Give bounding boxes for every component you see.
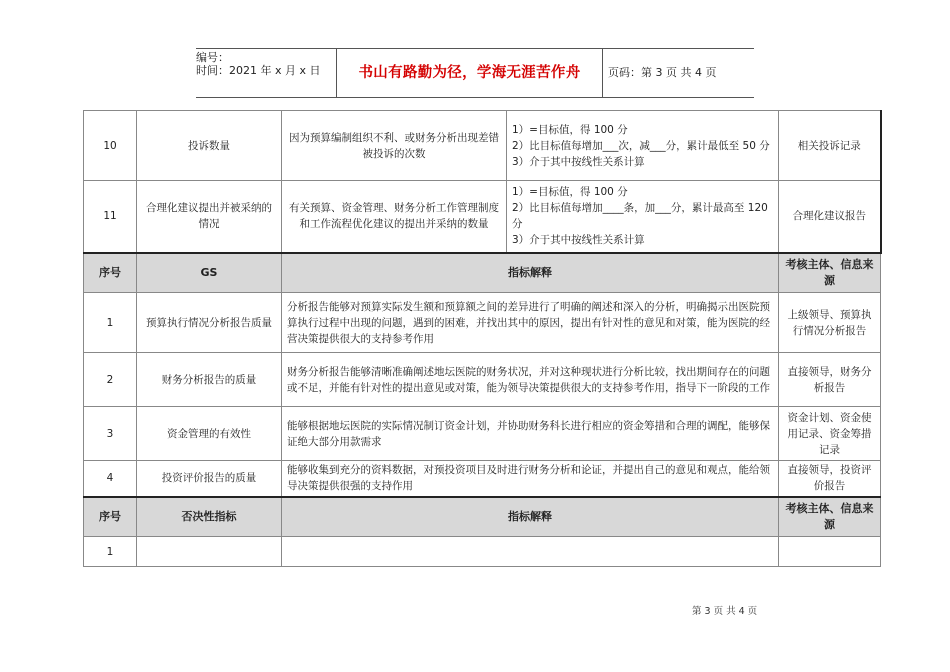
number-label: 编号： <box>196 51 229 64</box>
indicator-explanation: 分析报告能够对预算实际发生额和预算额之间的差异进行了明确的阐述和深入的分析，明确揭示出医院预算执行过程中出现的问题，遇到的困难，并找出其中的原因，提出有针对性的意见和对策，能为医院的经营决策提供很大的支持参考作用 <box>282 293 779 353</box>
table-row <box>84 407 881 461</box>
info-source: 相关投诉记录 <box>779 111 881 181</box>
indicator-explanation: 因为预算编制组织不利、或财务分析出现差错被投诉的次数 <box>282 111 507 181</box>
indicator-explanation: 财务分析报告能够清晰准确阐述地坛医院的财务状况，并对这种现状进行分析比较，找出期间存在的问题或不足，并能有针对性的提出意见或对策，能为领导决策提供很大的支持参考作用，指导下一阶段的工作 <box>282 353 779 407</box>
table-row <box>84 293 881 353</box>
row-number: 1 <box>84 293 137 353</box>
header-explanation: 指标解释 <box>282 497 779 537</box>
row-number: 1 <box>84 537 137 567</box>
indicator-name: 资金管理的有效性 <box>137 407 282 461</box>
row-number: 3 <box>84 407 137 461</box>
table-row <box>84 353 881 407</box>
indicator-name: 预算执行情况分析报告质量 <box>137 293 282 353</box>
indicator-name: 投诉数量 <box>137 111 282 181</box>
table-row <box>84 111 881 181</box>
indicator-name: 投资评价报告的质量 <box>137 461 282 497</box>
page-footer: 第 3 页 共 4 页 <box>692 606 758 617</box>
row-number: 4 <box>84 461 137 497</box>
page-label: 页码：第 3 页 共 4 页 <box>608 66 717 79</box>
header-no: 序号 <box>84 253 137 293</box>
scoring-line: 2）比目标值每增加____条，加___分，累计最高至 120 分 <box>512 202 768 231</box>
page-header <box>196 48 754 98</box>
table-row <box>84 461 881 497</box>
header-source: 考核主体、信息来源 <box>779 497 881 537</box>
info-source: 合理化建议报告 <box>779 181 881 253</box>
time-label: 时间：2021 年 x 月 x 日 <box>196 64 321 77</box>
scoring-line: 3）介于其中按线性关系计算 <box>512 155 645 168</box>
scoring-line: 1）=目标值，得 100 分 <box>512 123 628 136</box>
row-number: 10 <box>84 111 137 181</box>
header-explanation: 指标解释 <box>282 253 779 293</box>
indicator-table <box>83 110 882 567</box>
scoring-rule <box>507 181 779 253</box>
row-number: 2 <box>84 353 137 407</box>
scoring-rule <box>507 111 779 181</box>
header-no: 序号 <box>84 497 137 537</box>
table-row <box>84 537 881 567</box>
table-header-row <box>84 497 881 537</box>
indicator-name: 合理化建议提出并被采纳的情况 <box>137 181 282 253</box>
indicator-name: 财务分析报告的质量 <box>137 353 282 407</box>
header-meta <box>196 49 336 97</box>
indicator-explanation: 能够收集到充分的资料数据，对预投资项目及时进行财务分析和论证，并提出自己的意见和观点，能给领导决策提供很强的支持作用 <box>282 461 779 497</box>
header-motto: 书山有路勤为径，学海无涯苦作舟 <box>336 49 603 97</box>
info-source <box>779 537 881 567</box>
table-header-row <box>84 253 881 293</box>
header-veto: 否决性指标 <box>137 497 282 537</box>
info-source: 直接领导，财务分析报告 <box>779 353 881 407</box>
info-source: 资金计划、资金使用记录、资金筹措记录 <box>779 407 881 461</box>
info-source: 直接领导，投资评价报告 <box>779 461 881 497</box>
scoring-line: 1）=目标值，得 100 分 <box>512 186 628 199</box>
indicator-explanation: 有关预算、资金管理、财务分析工作管理制度和工作流程优化建议的提出并采纳的数量 <box>282 181 507 253</box>
scoring-line: 2）比目标值每增加___次，减___分，累计最低至 50 分 <box>512 139 770 152</box>
indicator-name <box>137 537 282 567</box>
indicator-explanation <box>282 537 779 567</box>
header-source: 考核主体、信息来源 <box>779 253 881 293</box>
row-number: 11 <box>84 181 137 253</box>
scoring-line: 3）介于其中按线性关系计算 <box>512 234 645 247</box>
table-row <box>84 181 881 253</box>
info-source: 上级领导、预算执行情况分析报告 <box>779 293 881 353</box>
indicator-explanation: 能够根据地坛医院的实际情况制订资金计划，并协助财务科长进行相应的资金筹措和合理的调配，能够保证绝大部分用款需求 <box>282 407 779 461</box>
header-gs: GS <box>137 253 282 293</box>
